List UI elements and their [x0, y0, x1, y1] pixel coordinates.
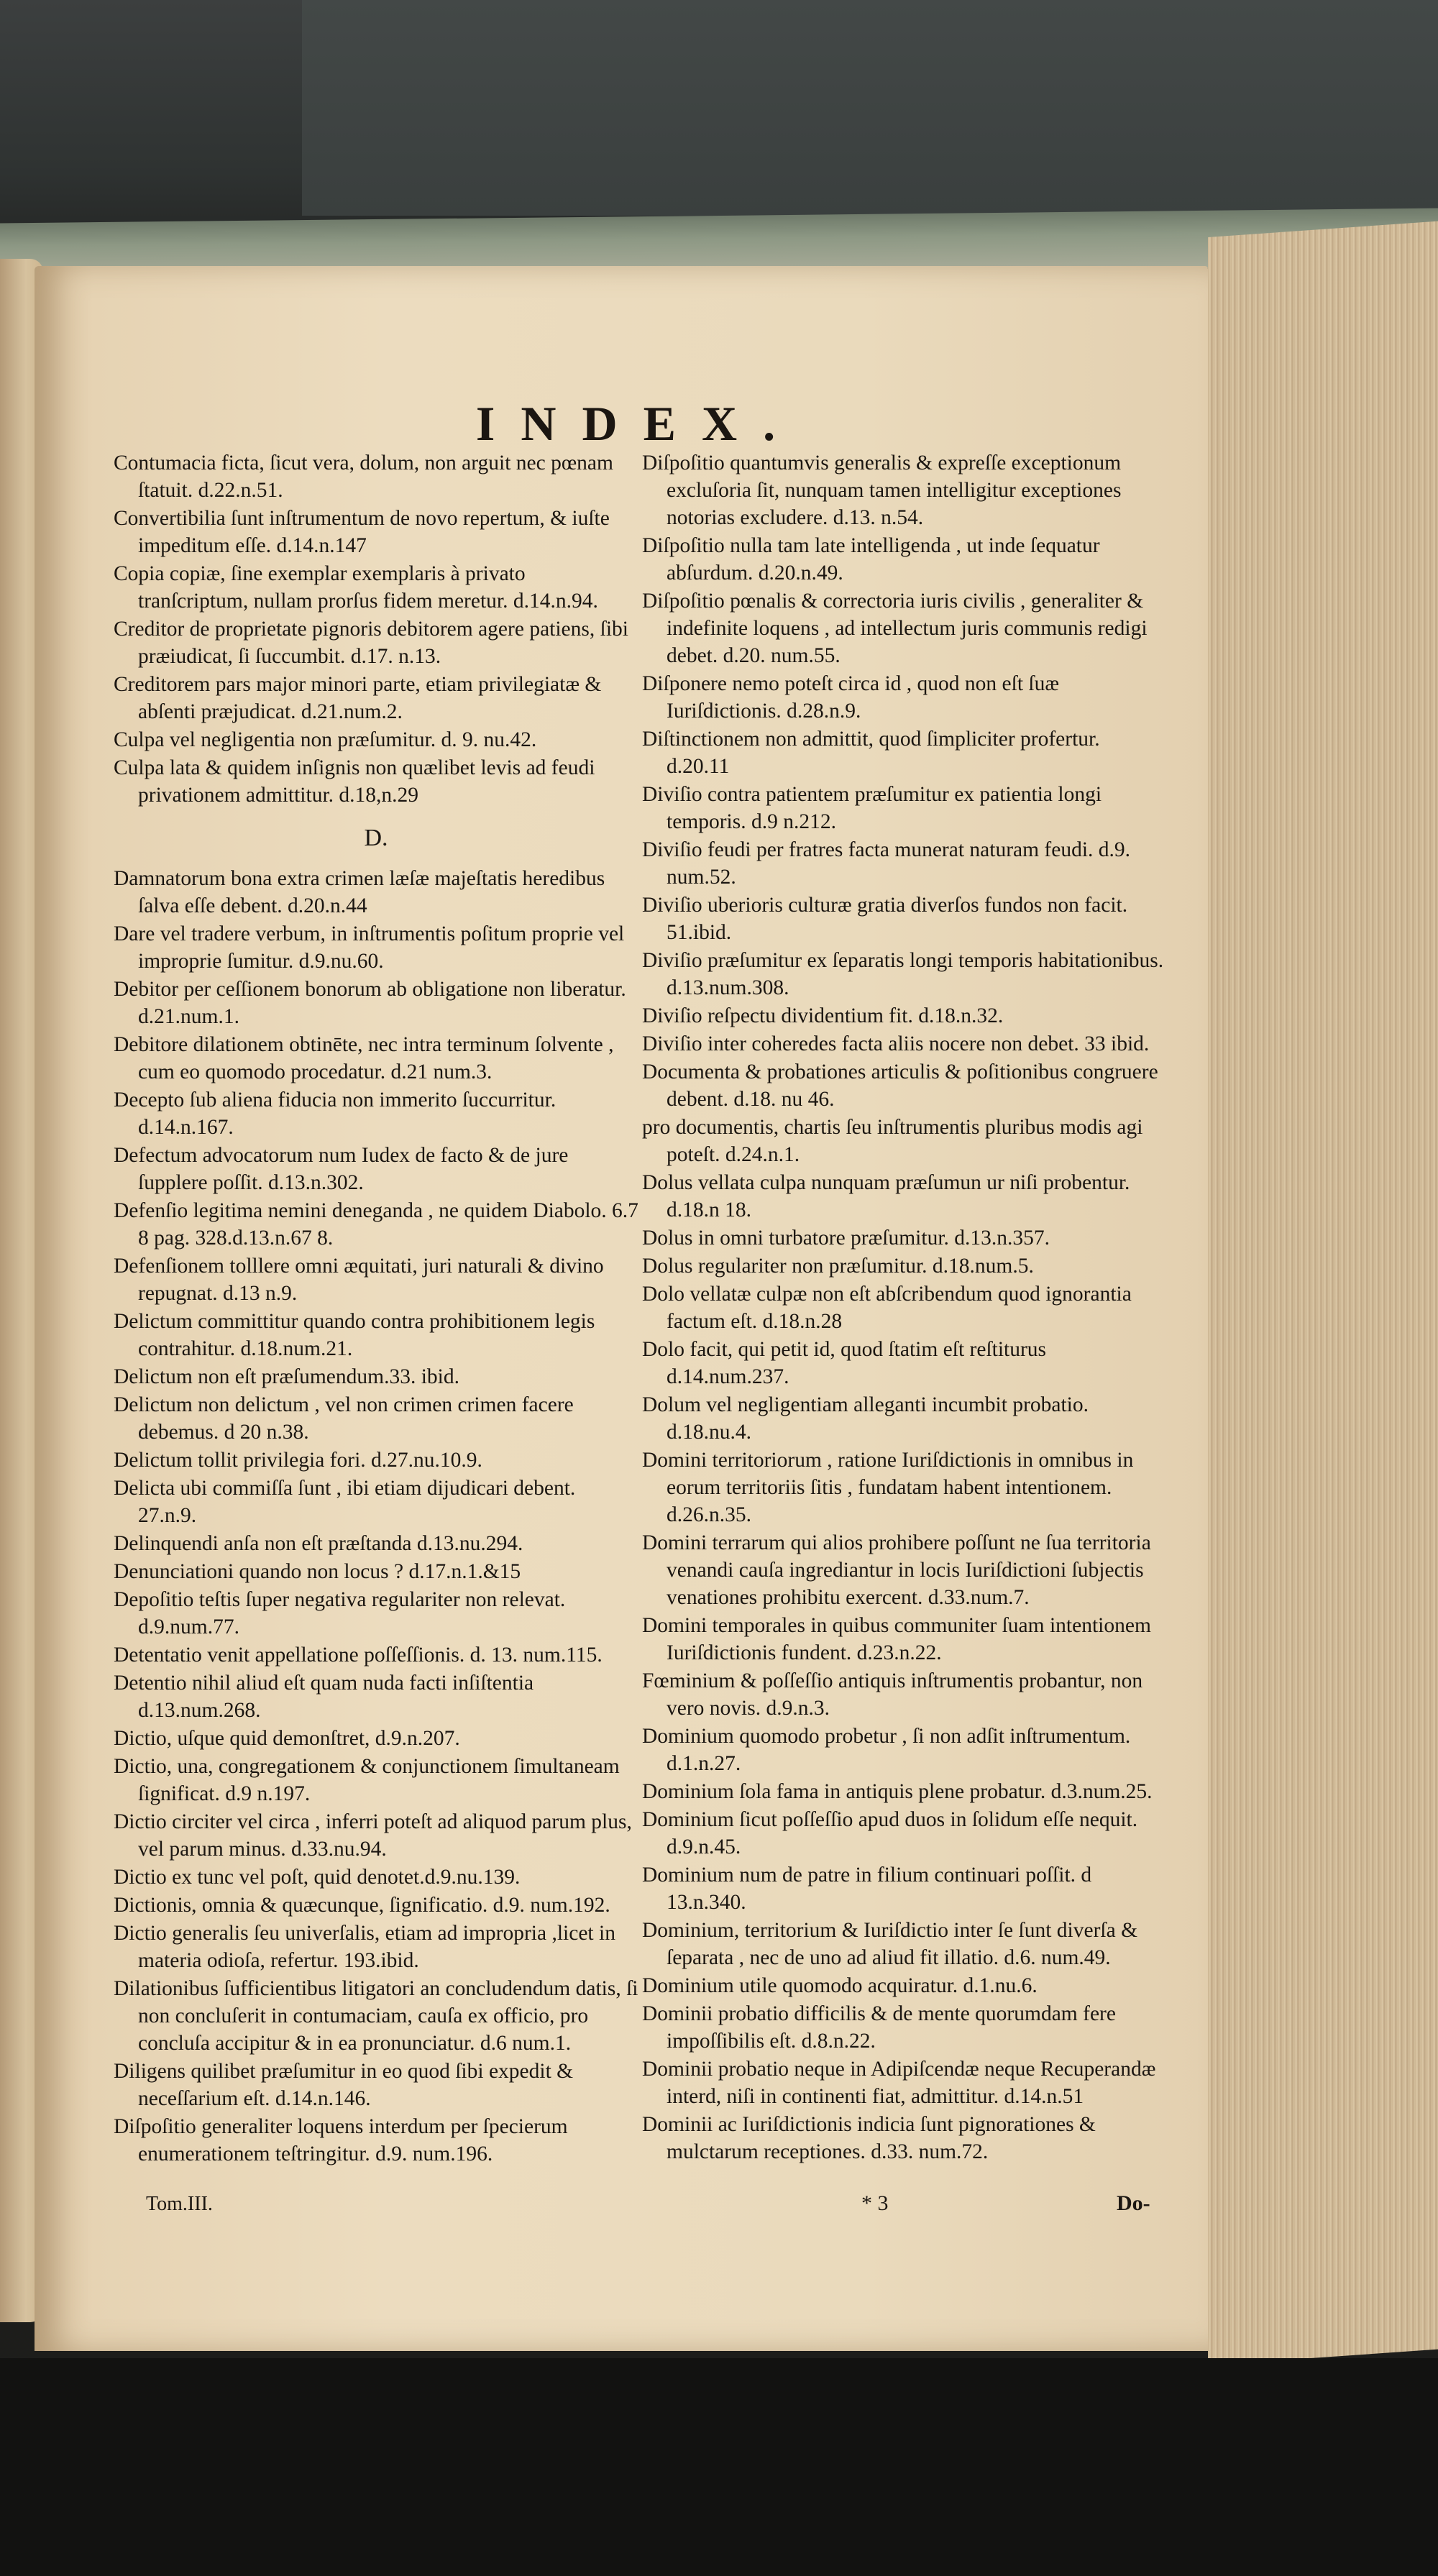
- index-entry: Dare vel tradere verbum, in inſtrumentis poſitum proprie vel improprie ſumitur. d.9.nu.60.: [114, 922, 625, 973]
- index-entry: Dolum vel negligentiam alleganti incumbit probatio. d.18.nu.4.: [642, 1393, 1089, 1444]
- index-entry: Copia copiæ, ſine exemplar exemplaris à privato tranſcriptum, nullam prorſus fidem meretur. d.14.n.94.: [114, 562, 598, 613]
- index-entry: Dolo facit, qui petit id, quod ſtatim eſt reſtiturus d.14.num.237.: [642, 1338, 1047, 1388]
- index-entry: Convertibilia ſunt inſtrumentum de novo repertum, & iuſte impeditum eſſe. d.14.n.147: [114, 507, 610, 557]
- index-entry: Diviſio inter coheredes facta aliis nocere non debet. 33 ibid.: [642, 1032, 1150, 1055]
- index-entry: Dominii ac Iuriſdictionis indicia ſunt pignorationes & mulctarum receptiones. d.33. num.72.: [642, 2113, 1096, 2163]
- background-top: [0, 0, 1438, 237]
- index-entry: Domini territoriorum , ratione Iuriſdictionis in omnibus in eorum territoriis ſitis , fundatam habent intentionem. d.26.n.35.: [642, 1449, 1134, 1526]
- index-entry: Dominium ſola fama in antiquis plene probatur. d.3.num.25.: [642, 1780, 1153, 1803]
- index-entry: Dolo vellatæ culpæ non eſt abſcribendum quod ignorantia factum eſt. d.18.n.28: [642, 1283, 1132, 1333]
- index-entry: Delictum non eſt præſumendum.33. ibid.: [114, 1365, 459, 1388]
- index-entry: Delictum non delictum , vel non crimen crimen facere debemus. d 20 n.38.: [114, 1393, 574, 1444]
- index-entry: Fœminium & poſſeſſio antiquis inſtrumentis probantur, non vero novis. d.9.n.3.: [642, 1669, 1143, 1720]
- index-entry: Diſpoſitio nulla tam late intelligenda , ut inde ſequatur abſurdum. d.20.n.49.: [642, 534, 1100, 585]
- index-entry: Diviſio contra patientem præſumitur ex patientia longi temporis. d.9 n.212.: [642, 783, 1102, 833]
- signature-mark: * 3: [861, 2191, 889, 2215]
- index-entry: Dominium utile quomodo acquiratur. d.1.nu.6.: [642, 1974, 1038, 1997]
- index-entry: Creditorem pars major minori parte, etiam privilegiatæ & abſenti præjudicat. d.21.num.2.: [114, 673, 602, 723]
- index-entry: Defenſio legitima nemini deneganda , ne quidem Diabolo. 6.7 8 pag. 328.d.13.n.67 8.: [114, 1199, 638, 1250]
- left-column: [114, 449, 638, 2168]
- page-content: [35, 266, 1208, 2351]
- index-entry: Depoſitio teſtis ſuper negativa regulariter non relevat. d.9.num.77.: [114, 1588, 566, 1638]
- index-entry: Defenſionem tolllere omni æquitati, juri naturali & divino repugnat. d.13 n.9.: [114, 1255, 604, 1305]
- background-panel: [302, 0, 1438, 216]
- index-entry: Debitore dilationem obtinēte, nec intra terminum ſolvente , cum eo quomodo procedatur. d.21 num.3.: [114, 1033, 614, 1083]
- page-block-edges: [1208, 221, 1438, 2365]
- index-entry: Dominium num de patre in filium continuari poſſit. d 13.n.340.: [642, 1864, 1092, 1914]
- index-entry: Domini terrarum qui alios prohibere poſſunt ne ſua territoria venandi cauſa ingrediantur in locis Iuriſdictioni ſubjectis venationes prohibitu exercent. d.33.num.7.: [642, 1531, 1151, 1609]
- index-entry: Diviſio præſumitur ex ſeparatis longi temporis habitationibus. d.13.num.308.: [642, 949, 1164, 999]
- index-entry: Dictio circiter vel circa , inferri poteſt ad aliquod parum plus, vel parum minus. d.33.nu.94.: [114, 1810, 632, 1861]
- index-entry: Creditor de proprietate pignoris debitorem agere patiens, ſibi præiudicat, ſi ſuccumbit. d.17. n.13.: [114, 618, 628, 668]
- index-entry: Diviſio reſpectu dividentium fit. d.18.n.32.: [642, 1004, 1004, 1027]
- right-column: [642, 449, 1167, 2166]
- index-entry: Dilationibus ſufficientibus litigatori an concludendum datis, ſi non concluſerit in contumaciam, cauſa ex officio, pro concluſa accipitur & in ea pronunciatur. d.6 num.1.: [114, 1977, 638, 2055]
- index-entry: Diligens quilibet præſumitur in eo quod ſibi expedit & neceſſarium eſt. d.14.n.146.: [114, 2060, 574, 2110]
- index-entry: Domini temporales in quibus communiter ſuam intentionem Iuriſdictionis fundent. d.23.n.22.: [642, 1614, 1151, 1664]
- volume-label: Tom.III.: [146, 2193, 213, 2215]
- index-entry: Culpa lata & quidem inſignis non quælibet levis ad feudi privationem admittitur. d.18,n.29: [114, 756, 595, 807]
- index-entry: Dictionis, omnia & quæcunque, ſignificatio. d.9. num.192.: [114, 1894, 610, 1917]
- index-entry: Diſpoſitio pœnalis & correctoria iuris civilis , generaliter & indefinite loquens , ad intellectum juris communis redigi debet. d.20. num.55.: [642, 590, 1148, 667]
- page-header: INDEX.: [475, 396, 802, 451]
- index-entry: Debitor per ceſſionem bonorum ab obligatione non liberatur. d.21.num.1.: [114, 978, 626, 1028]
- index-entry: Delicta ubi commiſſa ſunt , ibi etiam dijudicari debent. 27.n.9.: [114, 1477, 576, 1527]
- index-entry: Diſponere nemo poteſt circa id , quod non eſt ſuæ Iuriſdictionis. d.28.n.9.: [642, 672, 1060, 723]
- index-entry: Dictio, uſque quid demonſtret, d.9.n.207.: [114, 1727, 460, 1750]
- index-entry: Diſtinctionem non admittit, quod ſimpliciter profertur. d.20.11: [642, 728, 1100, 778]
- index-entry: Detentatio venit appellatione poſſeſſionis. d. 13. num.115.: [114, 1644, 603, 1667]
- index-entry: Dominii probatio difficilis & de mente quorumdam fere impoſſibilis eſt. d.8.n.22.: [642, 2002, 1116, 2053]
- catchword: Do-: [1117, 2191, 1150, 2215]
- background-bottom: [0, 2358, 1438, 2576]
- index-entry: Dolus vellata culpa nunquam præſumun ur niſi probentur. d.18.n 18.: [642, 1171, 1130, 1221]
- index-entry: Decepto ſub aliena fiducia non immerito ſuccurritur. d.14.n.167.: [114, 1088, 557, 1139]
- index-entry: Dominium, territorium & Iuriſdictio inter ſe ſunt diverſa & ſeparata , nec de uno ad aliud fit illatio. d.6. num.49.: [642, 1919, 1138, 1969]
- index-entry: Diviſio uberioris culturæ gratia diverſos fundos non facit. 51.ibid.: [642, 894, 1128, 944]
- index-entry: Delictum committitur quando contra prohibitionem legis contrahitur. d.18.num.21.: [114, 1310, 595, 1360]
- index-entry: Diviſio feudi per fratres facta munerat naturam feudi. d.9. num.52.: [642, 838, 1131, 889]
- index-entry: Dominii probatio neque in Adipiſcendæ neque Recuperandæ interd, niſi in continenti fiat, admittitur. d.14.n.51: [642, 2058, 1156, 2108]
- index-entry: Dominium ſicut poſſeſſio apud duos in ſolidum eſſe nequit. d.9.n.45.: [642, 1808, 1138, 1858]
- section-letter: D.: [364, 825, 388, 851]
- index-entry: Dolus regulariter non præſumitur. d.18.num.5.: [642, 1255, 1034, 1278]
- index-entry: Dictio generalis ſeu univerſalis, etiam ad impropria ,licet in materia odioſa, refertur. 193.ibid.: [114, 1922, 615, 1972]
- index-entry: Defectum advocatorum num Iudex de facto & de jure ſupplere poſſit. d.13.n.302.: [114, 1144, 569, 1194]
- index-entry: Delinquendi anſa non eſt præſtanda d.13.nu.294.: [114, 1532, 523, 1555]
- index-entry: Dictio ex tunc vel poſt, quid denotet.d.9.nu.139.: [114, 1866, 521, 1889]
- index-entry: Culpa vel negligentia non præſumitur. d. 9. nu.42.: [114, 728, 537, 751]
- index-entry: Diſpoſitio generaliter loquens interdum per ſpecierum enumerationem teſtringitur. d.9. num.196.: [114, 2115, 568, 2165]
- index-entry: Dolus in omni turbatore præſumitur. d.13.n.357.: [642, 1227, 1050, 1250]
- index-entry: Delictum tollit privilegia fori. d.27.nu.10.9.: [114, 1449, 482, 1472]
- index-entry: Dictio, una, congregationem & conjunctionem ſimultaneam ſignificat. d.9 n.197.: [114, 1755, 620, 1805]
- index-entry: Detentio nihil aliud eſt quam nuda facti inſiſtentia d.13.num.268.: [114, 1672, 534, 1722]
- index-entry: Contumacia ficta, ſicut vera, dolum, non arguit nec pœnam ſtatuit. d.22.n.51.: [114, 452, 613, 502]
- index-entry: Denunciationi quando non locus ? d.17.n.1.&15: [114, 1560, 521, 1583]
- index-entry: Diſpoſitio quantumvis generalis & expreſſe exceptionum excluſoria ſit, nunquam tamen intelligitur exceptiones notorias excludere. d.13. n.54.: [642, 452, 1122, 529]
- index-entry: Dominium quomodo probetur , ſi non adſit inſtrumentum. d.1.n.27.: [642, 1725, 1131, 1775]
- index-entry: Damnatorum bona extra crimen læſæ majeſtatis heredibus ſalva eſſe debent. d.20.n.44: [114, 867, 605, 917]
- index-entry: pro documentis, chartis ſeu inſtrumentis pluribus modis agi poteſt. d.24.n.1.: [642, 1116, 1143, 1166]
- index-entry: Documenta & probationes articulis & poſitionibus congruere debent. d.18. nu 46.: [642, 1060, 1158, 1111]
